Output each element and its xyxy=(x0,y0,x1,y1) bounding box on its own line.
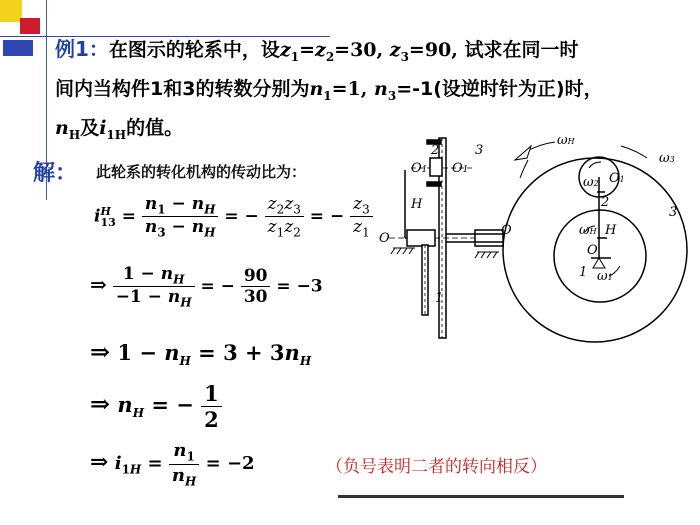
conj-ji: 及 xyxy=(80,116,100,139)
var-z1: z xyxy=(279,39,291,61)
var-nH: n xyxy=(55,116,69,139)
label-omega2: ω2 xyxy=(583,175,599,190)
problem-line-1 xyxy=(55,33,695,73)
label-omega3: ω3 xyxy=(659,151,675,166)
var-n3-sub: 3 xyxy=(387,88,397,103)
var-n1-sub: 1 xyxy=(323,88,332,103)
problem-line-2 xyxy=(55,73,695,112)
label-omega1: ω1 xyxy=(597,269,613,284)
equation-3: ⇒ $1 - n_H = 3 + 3n_H$ xyxy=(90,337,312,369)
label-O1-left: O1 xyxy=(411,161,428,176)
label-gear-2-front: 2 xyxy=(601,195,610,210)
label-O-right: O xyxy=(501,223,512,238)
var-z3: z xyxy=(389,39,401,61)
problem-text-1: 在图示的轮系中，设 xyxy=(108,39,280,61)
value-30: =30, xyxy=(334,39,390,61)
problem-text-2: 试求在同一时 xyxy=(464,39,579,61)
solution-intro: 此轮系的转化机构的传动比为： xyxy=(96,163,307,181)
value-n1: =1, xyxy=(331,77,375,100)
equation-4: ⇒ $n_H$ = − $\frac{1}{2}$ xyxy=(90,381,222,432)
var-z2: z xyxy=(315,39,326,61)
solution-label: 解： xyxy=(33,161,78,186)
label-omegaH-top: ωH xyxy=(557,133,575,148)
equation-2: ⇒ $\frac{1 - n_H}{-1 - n_H}$ = − $\frac{90}{30}$ = −3 xyxy=(90,264,323,310)
decor-square-yellow xyxy=(0,0,22,22)
label-H-front: H xyxy=(605,223,617,238)
label-gear-1-side: 1 xyxy=(435,291,444,306)
label-gear-1-front: 1 xyxy=(579,265,588,280)
var-z1-sub: 1 xyxy=(290,49,300,64)
label-gear-2-side: 2 xyxy=(431,143,440,158)
var-i1H: i xyxy=(99,116,107,139)
label-O-center: O xyxy=(587,243,598,258)
var-n3: n xyxy=(374,77,388,100)
var-z2-sub: 2 xyxy=(325,49,335,64)
label-omegaH-center: ωH xyxy=(579,223,597,238)
front-view xyxy=(503,142,687,342)
label-O1-right: O1 xyxy=(452,161,469,176)
label-H-side: H xyxy=(411,197,423,212)
label-O-left: O xyxy=(379,231,390,246)
bottom-rule xyxy=(338,495,624,498)
problem-text-3: 间内当构件1和3的转数分别为 xyxy=(55,77,310,100)
side-view xyxy=(389,138,505,338)
value-90: =90, xyxy=(408,39,465,61)
decor-square-blue xyxy=(3,40,33,56)
var-n1: n xyxy=(309,77,324,100)
problem-tail: 的值。 xyxy=(126,116,184,139)
equals: = xyxy=(299,39,316,61)
note-sign-meaning: （负号表明二者的转向相反） xyxy=(326,457,547,477)
value-n3: =-1(设逆时针为正)时， xyxy=(396,77,603,100)
equation-1: iH 13 = $\frac{n_1 - n_H}{n_3 - n_H}$ = − $\frac{z_2z_3}{z_1z_2}$ = − $\frac{z_3}{z_1}$ xyxy=(94,194,373,240)
var-z3-sub: 3 xyxy=(400,49,409,64)
decor-square-red xyxy=(20,18,40,34)
label-gear-3-side: 3 xyxy=(475,143,484,158)
equation-5: ⇒ $i_{1H}$ = $\frac{n_1}{n_H}$ = −2 xyxy=(90,440,255,489)
label-gear-3-front: 3 xyxy=(669,205,678,220)
var-nH-sub: H xyxy=(68,127,81,142)
gear-train-diagram xyxy=(375,130,700,345)
label-O1-center: O1 xyxy=(609,171,625,186)
problem-label: 例1： xyxy=(55,37,109,61)
var-i1H-sub: 1H xyxy=(106,127,127,142)
